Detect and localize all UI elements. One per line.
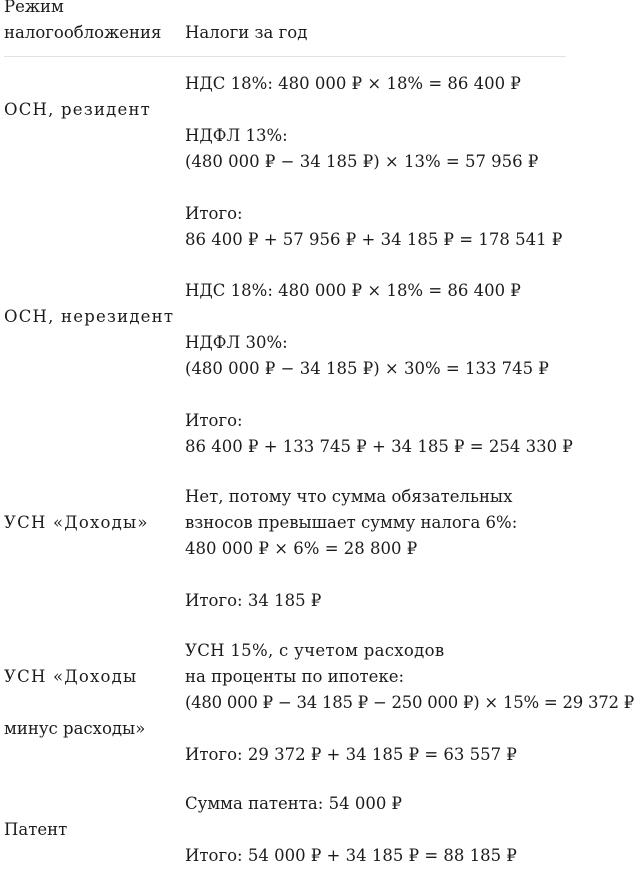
regime-label-line1: УСН «Доходы	[4, 667, 138, 686]
tax-line-spacer	[185, 817, 642, 843]
tax-comparison-table	[4, 0, 640, 865]
tax-line-total: Итого: 54 000 ₽ + 34 185 ₽ = 88 185 ₽	[185, 846, 517, 865]
row-regime	[4, 71, 174, 149]
row-taxes	[185, 791, 642, 869]
tax-line: НДС 18%: 480 000 ₽ × 18% = 86 400 ₽	[185, 74, 521, 93]
tax-line-spacer	[185, 382, 642, 408]
table-header	[4, 0, 640, 56]
header-regime-line1: Режим	[4, 0, 64, 16]
row-taxes	[185, 278, 642, 460]
tax-line-spacer	[185, 716, 642, 742]
row-taxes	[185, 71, 642, 253]
tax-line-spacer	[185, 304, 642, 330]
tax-line: Нет, потому что сумма обязательных	[185, 487, 513, 506]
tax-line: 480 000 ₽ × 6% = 28 800 ₽	[185, 539, 418, 558]
row-regime	[4, 791, 174, 869]
regime-label: Патент	[4, 820, 68, 839]
row-regime	[4, 278, 174, 356]
header-regime	[4, 0, 179, 46]
row-taxes	[185, 484, 642, 614]
tax-line: (480 000 ₽ − 34 185 ₽) × 13% = 57 956 ₽	[185, 152, 539, 171]
header-regime-line2: налогообложения	[4, 23, 162, 42]
tax-line-spacer	[185, 175, 642, 201]
tax-line: (480 000 ₽ − 34 185 ₽ − 250 000 ₽) × 15% = 29 372 ₽	[185, 693, 634, 712]
tax-line-spacer	[185, 97, 642, 123]
tax-line-total: 86 400 ₽ + 57 956 ₽ + 34 185 ₽ = 178 541 ₽	[185, 230, 563, 249]
tax-line: НДФЛ 30%:	[185, 333, 288, 352]
tax-line: Итого:	[185, 411, 243, 430]
tax-line: (480 000 ₽ − 34 185 ₽) × 30% = 133 745 ₽	[185, 359, 549, 378]
tax-line: НДФЛ 13%:	[185, 126, 288, 145]
tax-line-spacer	[185, 562, 642, 588]
tax-line: Итого:	[185, 204, 243, 223]
row-regime	[4, 484, 174, 562]
tax-line-total: 86 400 ₽ + 133 745 ₽ + 34 185 ₽ = 254 330 ₽	[185, 437, 573, 456]
regime-label-line2: минус расходы»	[4, 719, 146, 738]
row-taxes	[185, 638, 642, 768]
tax-line: НДС 18%: 480 000 ₽ × 18% = 86 400 ₽	[185, 281, 521, 300]
regime-label: УСН «Доходы»	[4, 513, 149, 532]
header-divider	[4, 56, 566, 57]
regime-label: ОСН, нерезидент	[4, 307, 175, 326]
tax-line: на проценты по ипотеке:	[185, 667, 405, 686]
tax-line-total: Итого: 34 185 ₽	[185, 591, 322, 610]
regime-label: ОСН, резидент	[4, 100, 152, 119]
tax-line: взносов превышает сумму налога 6%:	[185, 513, 518, 532]
tax-line: УСН 15%, с учетом расходов	[185, 641, 445, 660]
header-taxes	[185, 20, 307, 46]
row-regime	[4, 638, 174, 768]
tax-line: Сумма патента: 54 000 ₽	[185, 794, 403, 813]
tax-line-total: Итого: 29 372 ₽ + 34 185 ₽ = 63 557 ₽	[185, 745, 517, 764]
header-taxes-label: Налоги за год	[185, 23, 308, 42]
